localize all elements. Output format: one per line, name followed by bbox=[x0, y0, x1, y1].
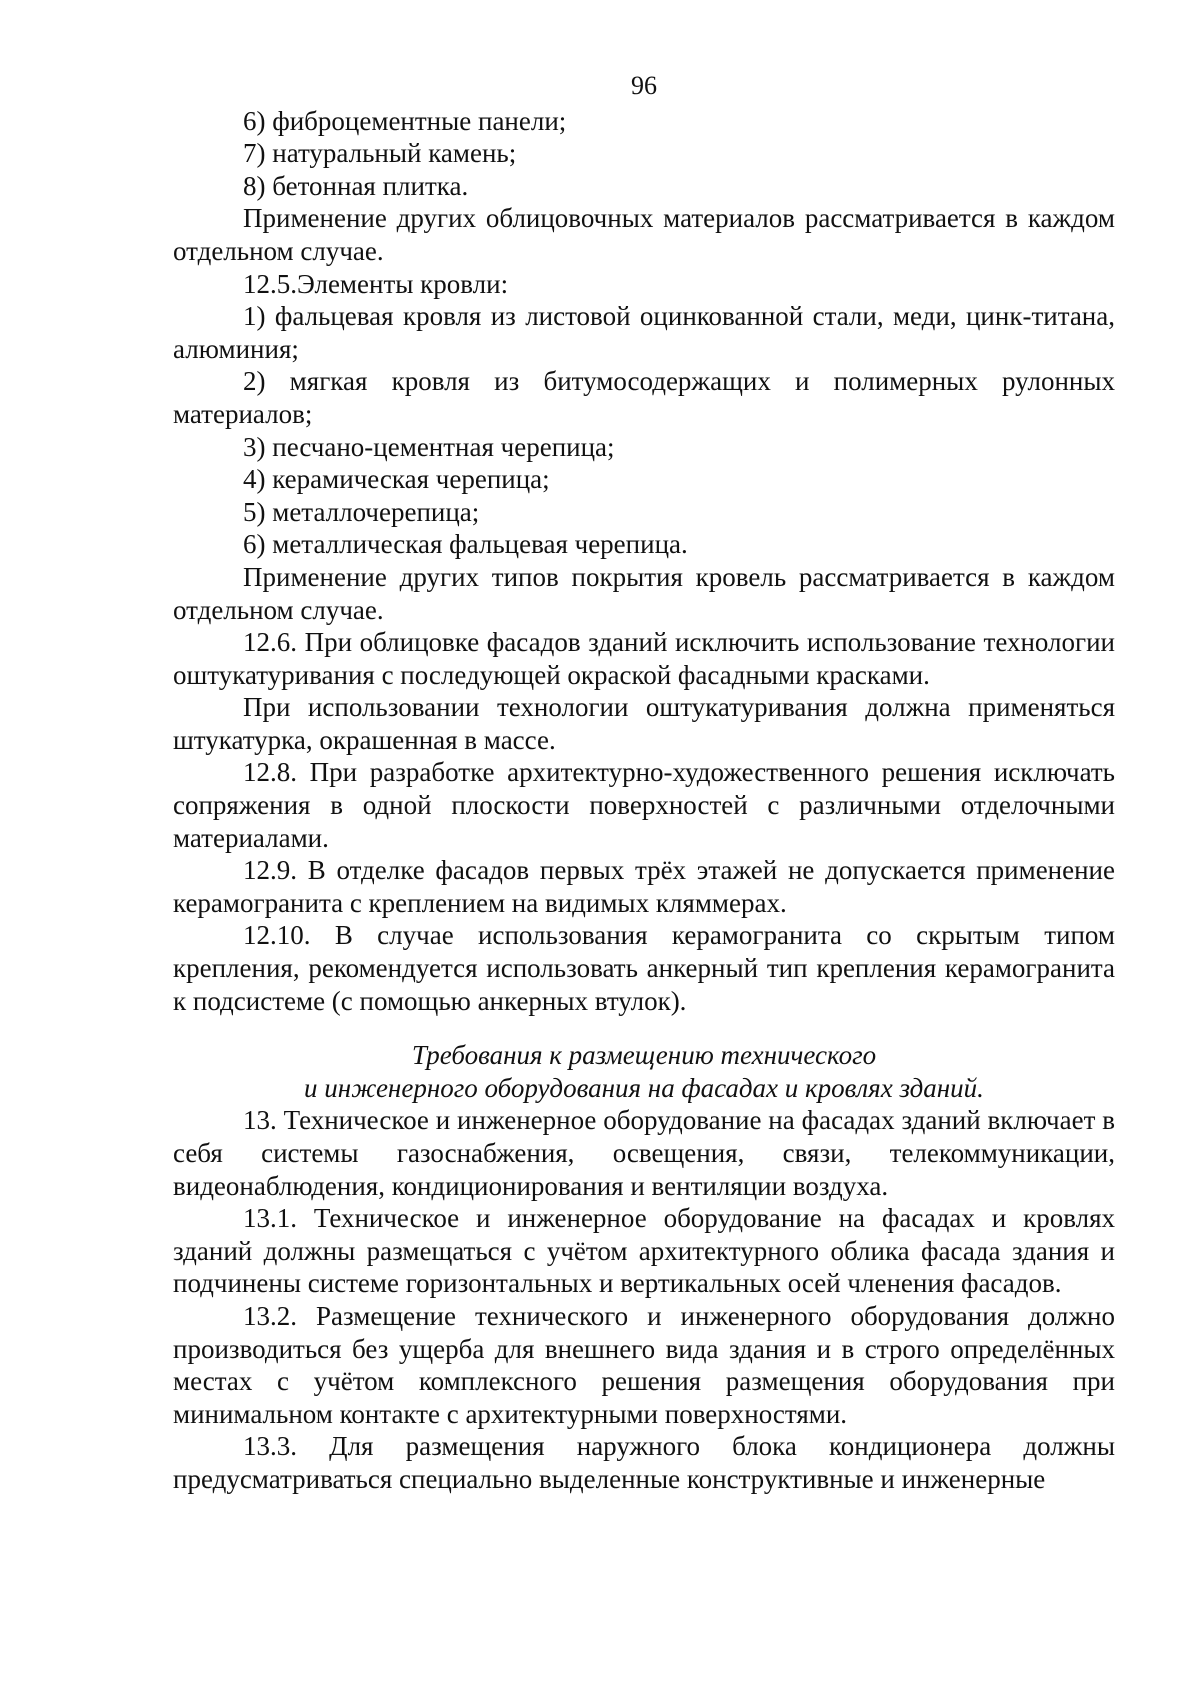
paragraph-12-9: 12.9. В отделке фасадов первых трёх этажей не допускается применение керамогранита с креплением на видимых кляммерах. bbox=[173, 855, 1115, 918]
list-item: 3) песчано-цементная черепица; bbox=[243, 431, 615, 462]
paragraph-12-10: 12.10. В случае использования керамогранита со скрытым типом крепления, рекомендуется использовать анкерный тип крепления керамогранита к подсистеме (с помощью анкерных втулок). bbox=[173, 920, 1115, 1016]
roof-item-1: 1) фальцевая кровля из листовой оцинкованной стали, меди, цинк-титана, алюминия; bbox=[173, 301, 1115, 364]
section-heading bbox=[173, 1039, 1115, 1104]
paragraph-12-8: 12.8. При разработке архитектурно-художественного решения исключать сопряжения в одной плоскости поверхностей с различными отделочными материалами. bbox=[173, 757, 1115, 853]
paragraph-12-6-plaster: При использовании технологии оштукатуривания должна применяться штукатурка, окрашенная в массе. bbox=[173, 692, 1115, 755]
heading-line: Требования к размещению технического bbox=[411, 1040, 877, 1071]
paragraph-13-2: 13.2. Размещение технического и инженерного оборудования должно производиться без ущерба для внешнего вида здания и в строго определённых местах с учётом комплексного решения размещения оборудования при минимальном контакте с архитектурными поверхностями. bbox=[173, 1300, 1115, 1429]
paragraph-13-3: 13.3. Для размещения наружного блока кондиционера должны предусматриваться специально выделенные конструктивные и инженерные bbox=[173, 1431, 1115, 1494]
list-item: 7) натуральный камень; bbox=[243, 138, 517, 169]
paragraph-13: 13. Техническое и инженерное оборудование на фасадах зданий включает в себя системы газоснабжения, освещения, связи, телекоммуникации, видеонаблюдения, кондиционирования и вентиляции воздуха. bbox=[173, 1105, 1115, 1201]
paragraph-other-cladding: Применение других облицовочных материалов рассматривается в каждом отдельном случае. bbox=[173, 203, 1115, 266]
paragraph-other-roofing: Применение других типов покрытия кровель рассматривается в каждом отдельном случае. bbox=[173, 561, 1115, 625]
roof-item-2: 2) мягкая кровля из битумосодержащих и полимерных рулонных материалов; bbox=[173, 366, 1115, 429]
list-item: 6) фиброцементные панели; bbox=[243, 105, 567, 136]
paragraph-12-6: 12.6. При облицовке фасадов зданий исключить использование технологии оштукатуривания с последующей окраской фасадными красками. bbox=[173, 627, 1115, 690]
list-item: 4) керамическая черепица; bbox=[243, 464, 550, 495]
heading-line: и инженерного оборудования на фасадах и кровлях зданий. bbox=[304, 1072, 984, 1103]
list-item: 8) бетонная плитка. bbox=[243, 170, 469, 201]
paragraph-13-1: 13.1. Техническое и инженерное оборудование на фасадах и кровлях зданий должны размещаться с учётом архитектурного облика фасада здания и подчинены системе горизонтальных и вертикальных осей членения фасадов. bbox=[173, 1203, 1115, 1299]
page-number: 96 bbox=[631, 71, 657, 100]
list-item: 6) металлическая фальцевая черепица. bbox=[243, 529, 688, 560]
list-item: 5) металлочерепица; bbox=[243, 496, 480, 527]
section-heading-12-5: 12.5.Элементы кровли: bbox=[243, 268, 509, 299]
document-page bbox=[173, 70, 1115, 1496]
